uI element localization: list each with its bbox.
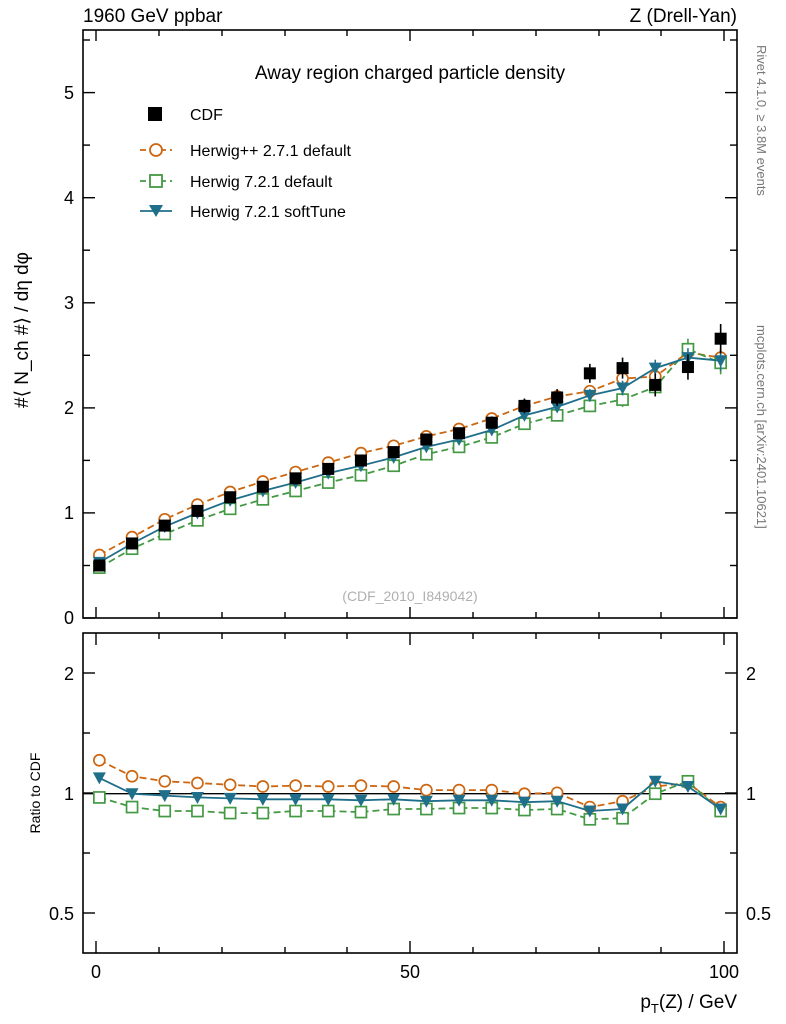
ratio-y-axis-label: Ratio to CDF xyxy=(27,752,43,834)
data-point xyxy=(257,808,268,819)
data-point xyxy=(355,807,366,818)
data-point xyxy=(191,505,203,517)
main-ytick-3: 3 xyxy=(63,293,74,313)
data-point xyxy=(323,806,334,817)
main-ytick-1: 1 xyxy=(63,503,74,523)
legend-label-3: Herwig 7.2.1 softTune xyxy=(190,204,346,221)
xtick-0: 0 xyxy=(90,962,102,982)
main-ytick-2: 2 xyxy=(63,398,74,418)
data-point xyxy=(551,392,563,404)
data-point xyxy=(388,446,400,458)
legend xyxy=(140,107,352,221)
data-point xyxy=(290,472,302,484)
ratio-x-ticks xyxy=(96,633,724,953)
ratio-ytick-05-left: 0.5 xyxy=(48,904,74,924)
legend-label-0: CDF xyxy=(190,107,223,124)
data-point xyxy=(257,481,269,493)
data-point xyxy=(224,491,236,503)
main-ytick-5: 5 xyxy=(63,83,74,103)
main-panel-frame xyxy=(83,30,737,618)
data-point xyxy=(323,781,334,792)
main-y-axis-label: #⟨ N_ch #⟩ / dη dφ xyxy=(12,251,33,409)
legend-marker-1 xyxy=(150,144,162,156)
legend-label-1: Herwig++ 2.7.1 default xyxy=(190,143,351,160)
data-point xyxy=(388,781,399,792)
ratio-y-ticks xyxy=(83,673,737,913)
data-point xyxy=(159,520,171,532)
main-y-ticks xyxy=(83,40,737,618)
data-point xyxy=(257,781,268,792)
legend-label-2: Herwig 7.2.1 default xyxy=(190,174,333,191)
ratio-ytick-1-left: 1 xyxy=(63,784,74,804)
data-point xyxy=(649,379,661,391)
x-axis-label: $p_T(Z)$ / GeV xyxy=(640,992,737,1016)
data-point xyxy=(518,400,530,412)
data-point xyxy=(355,455,367,467)
data-point xyxy=(453,427,465,439)
data-point xyxy=(584,400,595,411)
legend-marker-2 xyxy=(150,175,162,187)
data-point xyxy=(159,806,170,817)
main-ytick-4: 4 xyxy=(63,188,74,208)
data-point xyxy=(290,806,301,817)
data-point xyxy=(192,778,203,789)
data-point xyxy=(584,367,596,379)
data-point xyxy=(225,779,236,790)
data-point xyxy=(420,434,432,446)
data-point xyxy=(94,792,105,803)
data-point xyxy=(127,802,138,813)
data-point xyxy=(715,333,727,345)
data-point xyxy=(93,560,105,572)
side-label-rivet: Rivet 4.1.0, ≥ 3.8M events xyxy=(754,45,769,196)
data-point xyxy=(355,780,366,791)
data-point xyxy=(127,771,138,782)
data-point xyxy=(486,417,498,429)
legend-marker-cdf xyxy=(148,107,162,121)
data-point xyxy=(225,808,236,819)
header-left: 1960 GeV ppbar xyxy=(83,6,223,27)
data-point xyxy=(192,806,203,817)
ratio-ytick-1-right: 1 xyxy=(746,784,757,804)
data-point xyxy=(454,785,465,796)
data-point xyxy=(290,780,301,791)
data-point xyxy=(126,537,138,549)
ratio-ytick-2-right: 2 xyxy=(746,664,757,684)
data-point xyxy=(486,785,497,796)
data-point xyxy=(617,394,628,405)
ratio-ytick-05-right: 0.5 xyxy=(746,904,772,924)
xtick-100: 100 xyxy=(708,962,740,982)
data-point xyxy=(421,785,432,796)
data-point xyxy=(617,362,629,374)
data-point xyxy=(322,463,334,475)
data-point xyxy=(159,776,170,787)
main-series-group xyxy=(93,324,727,573)
ratio-series-group xyxy=(83,755,737,825)
ratio-ytick-2-left: 2 xyxy=(63,664,74,684)
side-label-mcplots: mcplots.cern.ch [arXiv:2401.10621] xyxy=(754,325,769,529)
data-point xyxy=(650,788,661,799)
dataset-watermark: (CDF_2010_I849042) xyxy=(342,588,478,604)
header-right: Z (Drell-Yan) xyxy=(629,6,737,27)
data-point xyxy=(94,755,105,766)
main-title: Away region charged particle density xyxy=(254,63,566,84)
xtick-50: 50 xyxy=(399,962,421,982)
data-point xyxy=(93,772,106,784)
ratio-panel-frame xyxy=(83,633,737,953)
data-point xyxy=(682,361,694,373)
main-ytick-0: 0 xyxy=(63,608,74,628)
